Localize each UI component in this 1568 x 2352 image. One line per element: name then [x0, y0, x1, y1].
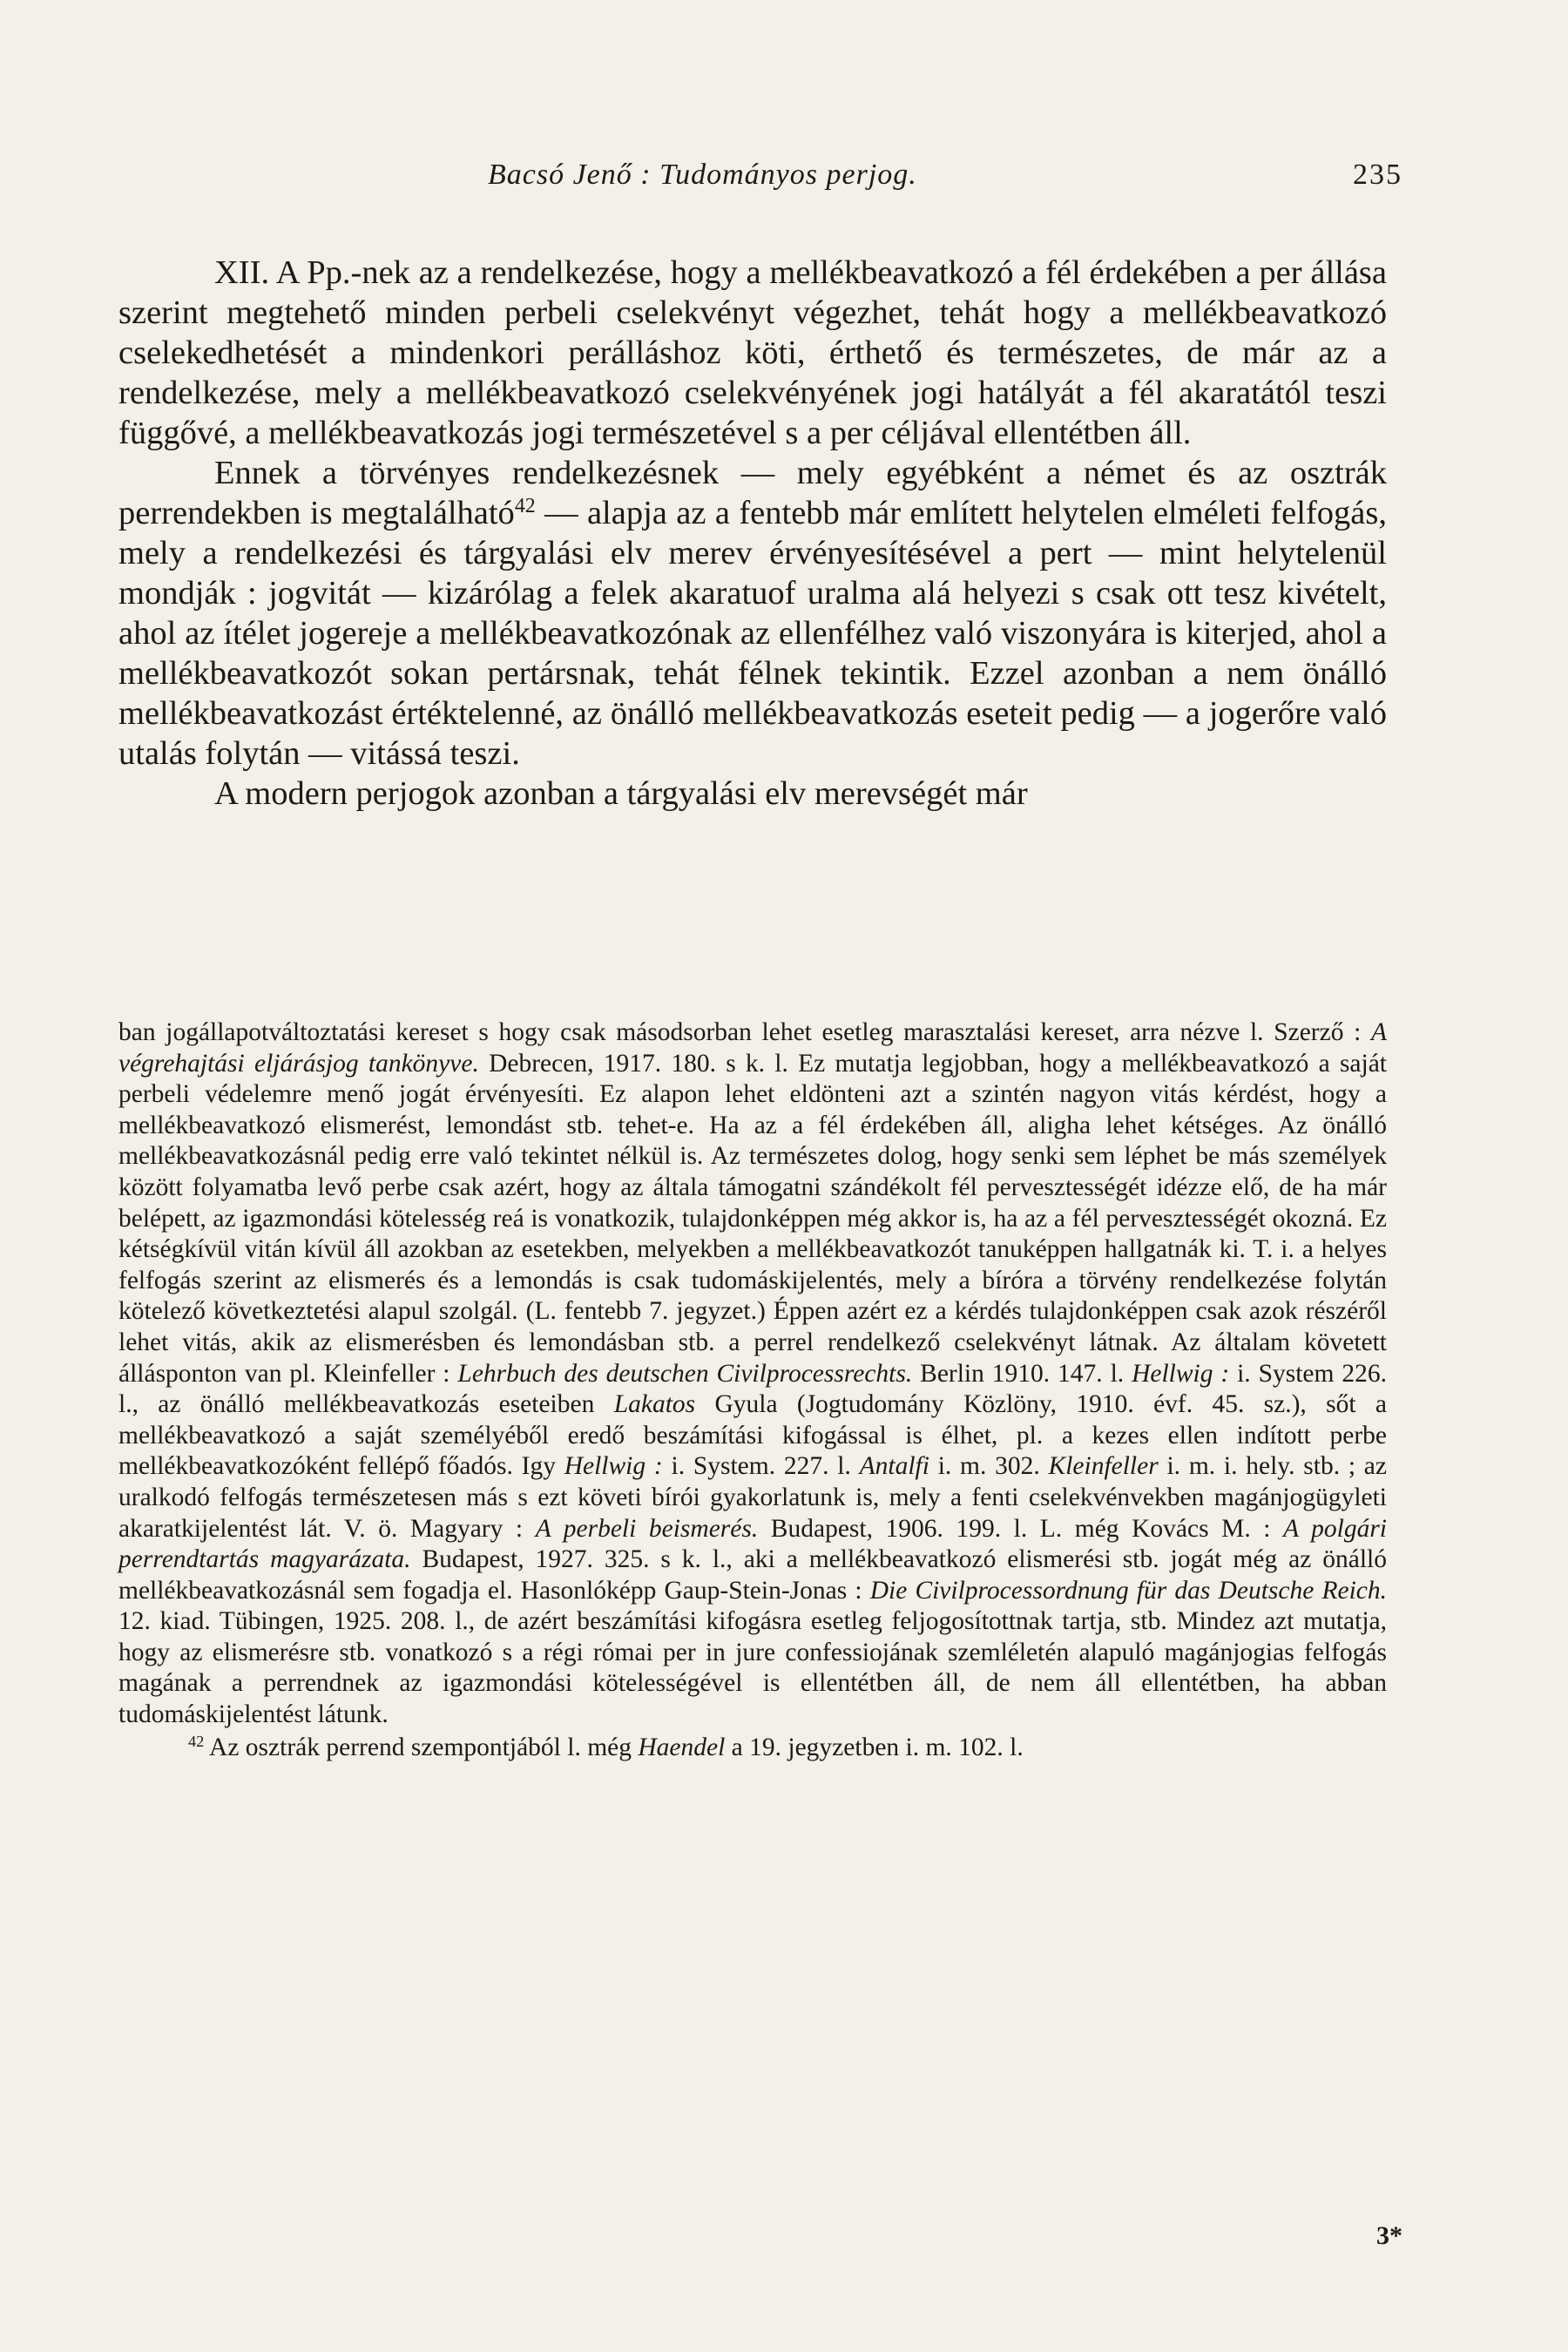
fn-italic: Lehrbuch des deutschen Civilprocessrechts.: [457, 1359, 913, 1388]
paragraph-3: A modern perjogok azonban a tárgyalási elv merevségét már: [214, 775, 1028, 812]
fn-text: Budapest, 1927. 325. s k. l., aki a mellékbeavatkozó elismerési stb. jogát még az önálló mellékbeavatkozásnál sem fogadja el. Hasonlóképp Gaup-Stein-Jonas :: [118, 1545, 1387, 1605]
footnotes: [118, 1017, 1387, 1763]
footnote-42: [118, 1733, 1387, 1764]
fn-text: Berlin 1910. 147. l.: [912, 1359, 1132, 1388]
fn-italic: A polgári perrendtartás magyarázata.: [118, 1514, 1388, 1574]
fn-italic: Die Civilprocessordnung für das Deutsche Reich.: [869, 1576, 1387, 1605]
paragraph-xii: XII. A Pp.-nek az a rendelkezése, hogy a mellékbeavatkozó a fél érdekében a per állása szerint megtehető minden perbeli cselekvényt végezhet, tehát hogy a mellékbeavatkozó cselekedhetését a mindenkori perálláshoz köti, érthető és természetes, de már az a rendelkezése, mely a mellékbeavatkozó cselekvényének jogi hatályát a fél akaratától teszi függővé, a mellékbeavatkozás jogi természetével s a per céljával ellentétben áll.: [118, 254, 1387, 451]
footnote-continuation: [118, 1017, 1387, 1731]
fn-text: i. m. 302.: [929, 1452, 1049, 1481]
fn-text: i. System 226. l., az önálló mellékbeavatkozás eseteiben: [118, 1359, 1387, 1419]
fn-text: Budapest, 1906. 199. l. L. még Kovács M. :: [758, 1514, 1284, 1543]
paragraph-2-part-a: Ennek a törvényes rendelkezésnek — mely egyébként a német és az osztrák perrendekben is megtalálható: [118, 455, 1387, 531]
fn-italic: Lakatos: [613, 1390, 696, 1419]
footnote-42-marker: 42: [188, 1732, 205, 1750]
fn-text: a 19. jegyzetben i. m. 102. l.: [725, 1733, 1024, 1761]
fn-italic: Hellwig :: [1132, 1359, 1230, 1388]
fn-text: Gyula (Jogtudomány Közlöny, 1910. évf. 45. sz.), sőt a mellékbeavatkozó a saját személyéből eredő beszámítási kifogással is élhet, pl. a kezes ellen indított perbe mellékbeavatkozóként fellépő főadós. Igy: [118, 1390, 1387, 1481]
fn-italic: Antalfi: [859, 1452, 929, 1481]
running-head: [0, 159, 1568, 202]
signature-mark: 3*: [1376, 2221, 1402, 2250]
fn-italic: A végrehajtási eljárásjog tankönyve.: [118, 1018, 1387, 1078]
main-text: [118, 253, 1387, 814]
paragraph-2: [118, 453, 1387, 774]
fn-text: ban jogállapotváltoztatási kereset s hogy csak másodsorban lehet esetleg marasztalási kereset, arra nézve l. Szerző :: [118, 1018, 1371, 1046]
fn-text: Debrecen, 1917. 180. s k. l. Ez mutatja legjobban, hogy a mellékbeavatkozó a saját perbeli védelemre menő jogát érvényesíti. Ez alapon lehet eldönteni azt a szintén nagyon vitás kérdést, hogy a mellékbeavatkozó elismerést, lemondást stb. tehet-e. Ha az a fél érdekében áll, aligha lehet kétséges. Az önálló mellékbeavatkozásnál pedig erre való tekintet nélkül is. Az természetes dolog, hogy senki sem léphet be más személyek között folyamatba levő perbe csak azért, hogy az általa támogatni szándékolt fél pervesztességét idézze elő, de ha már belépett, az igazmondási kötelesség reá is vonatkozik, tulajdonképpen még akkor is, ha az a fél pervesztességét okozná. Ez kétségkívül vitán kívül áll azokban az esetekben, melyekben a mellékbeavatkozót tanuképpen hallgatnák ki. T. i. a helyes felfogás szerint az elismerés és a lemondás is csak tudomáskijelentés, mely a bíróra a törvény rendelkezése folytán kötelező következtetési alapul szolgál. (L. fentebb 7. jegyzet.) Éppen azért ez a kérdés tulajdonképpen csak azok részéről lehet vitás, akik az elismerésben és lemondásban stb. a perrel rendelkező cselekvényt látnak. Az általam követett állásponton van pl. Kleinfeller :: [118, 1049, 1387, 1388]
fn-text: i. m. i. hely. stb. ; az uralkodó felfogás természetesen más s ezt követi bírói gyakorlatunk is, mely a fenti cselekvénvekben magánjogügyleti akaratkijelentést lát. V. ö. Magyary :: [118, 1452, 1387, 1543]
fn-italic: Kleinfeller: [1048, 1452, 1159, 1481]
fn-italic: Haendel: [638, 1733, 726, 1761]
page-number: 235: [1353, 159, 1402, 191]
fn-italic: A perbeli beismerés.: [535, 1514, 759, 1543]
paragraph-2-part-b: — alapja az a fentebb már említett helytelen elméleti felfogás, mely a rendelkezési és tárgyalási elv merev érvényesítésével a pert — mint helytelenül mondják : jogvitát — kizárólag a felek akaratuof uralma alá helyezi s csak ott tesz kivételt, ahol az ítélet jogereje a mellékbeavatkozónak az ellenfélhez való viszonyára is kiterjed, ahol a mellékbeavatkozót sokan pertársnak, tehát félnek tekintik. Ezzel azonban a nem önálló mellékbeavatkozást értéktelenné, az önálló mellékbeavatkozás eseteit pedig — a jogerőre való utalás folytán — vitássá teszi.: [118, 495, 1387, 772]
footnote-ref-42[interactable]: 42: [514, 494, 536, 517]
running-title: Bacsó Jenő : Tudományos perjog.: [488, 159, 917, 191]
fn-text: Az osztrák perrend szempontjából l. még: [204, 1733, 639, 1761]
fn-text: 12. kiad. Tübingen, 1925. 208. l., de azért beszámítási kifogásra esetleg feljogosítottnak tartja, stb. Mindez azt mutatja, hogy az elismerésre stb. vonatkozó s a régi római per in jure confessiojának szemléletén alapuló magánjogias felfogás magának a perrendnek az igazmondási kötelességével is ellentétben áll, de nem áll ellentétben, ha abban tudomáskijelentést látunk.: [118, 1607, 1387, 1729]
fn-text: i. System. 227. l.: [662, 1452, 860, 1481]
fn-italic: Hellwig :: [564, 1452, 663, 1481]
